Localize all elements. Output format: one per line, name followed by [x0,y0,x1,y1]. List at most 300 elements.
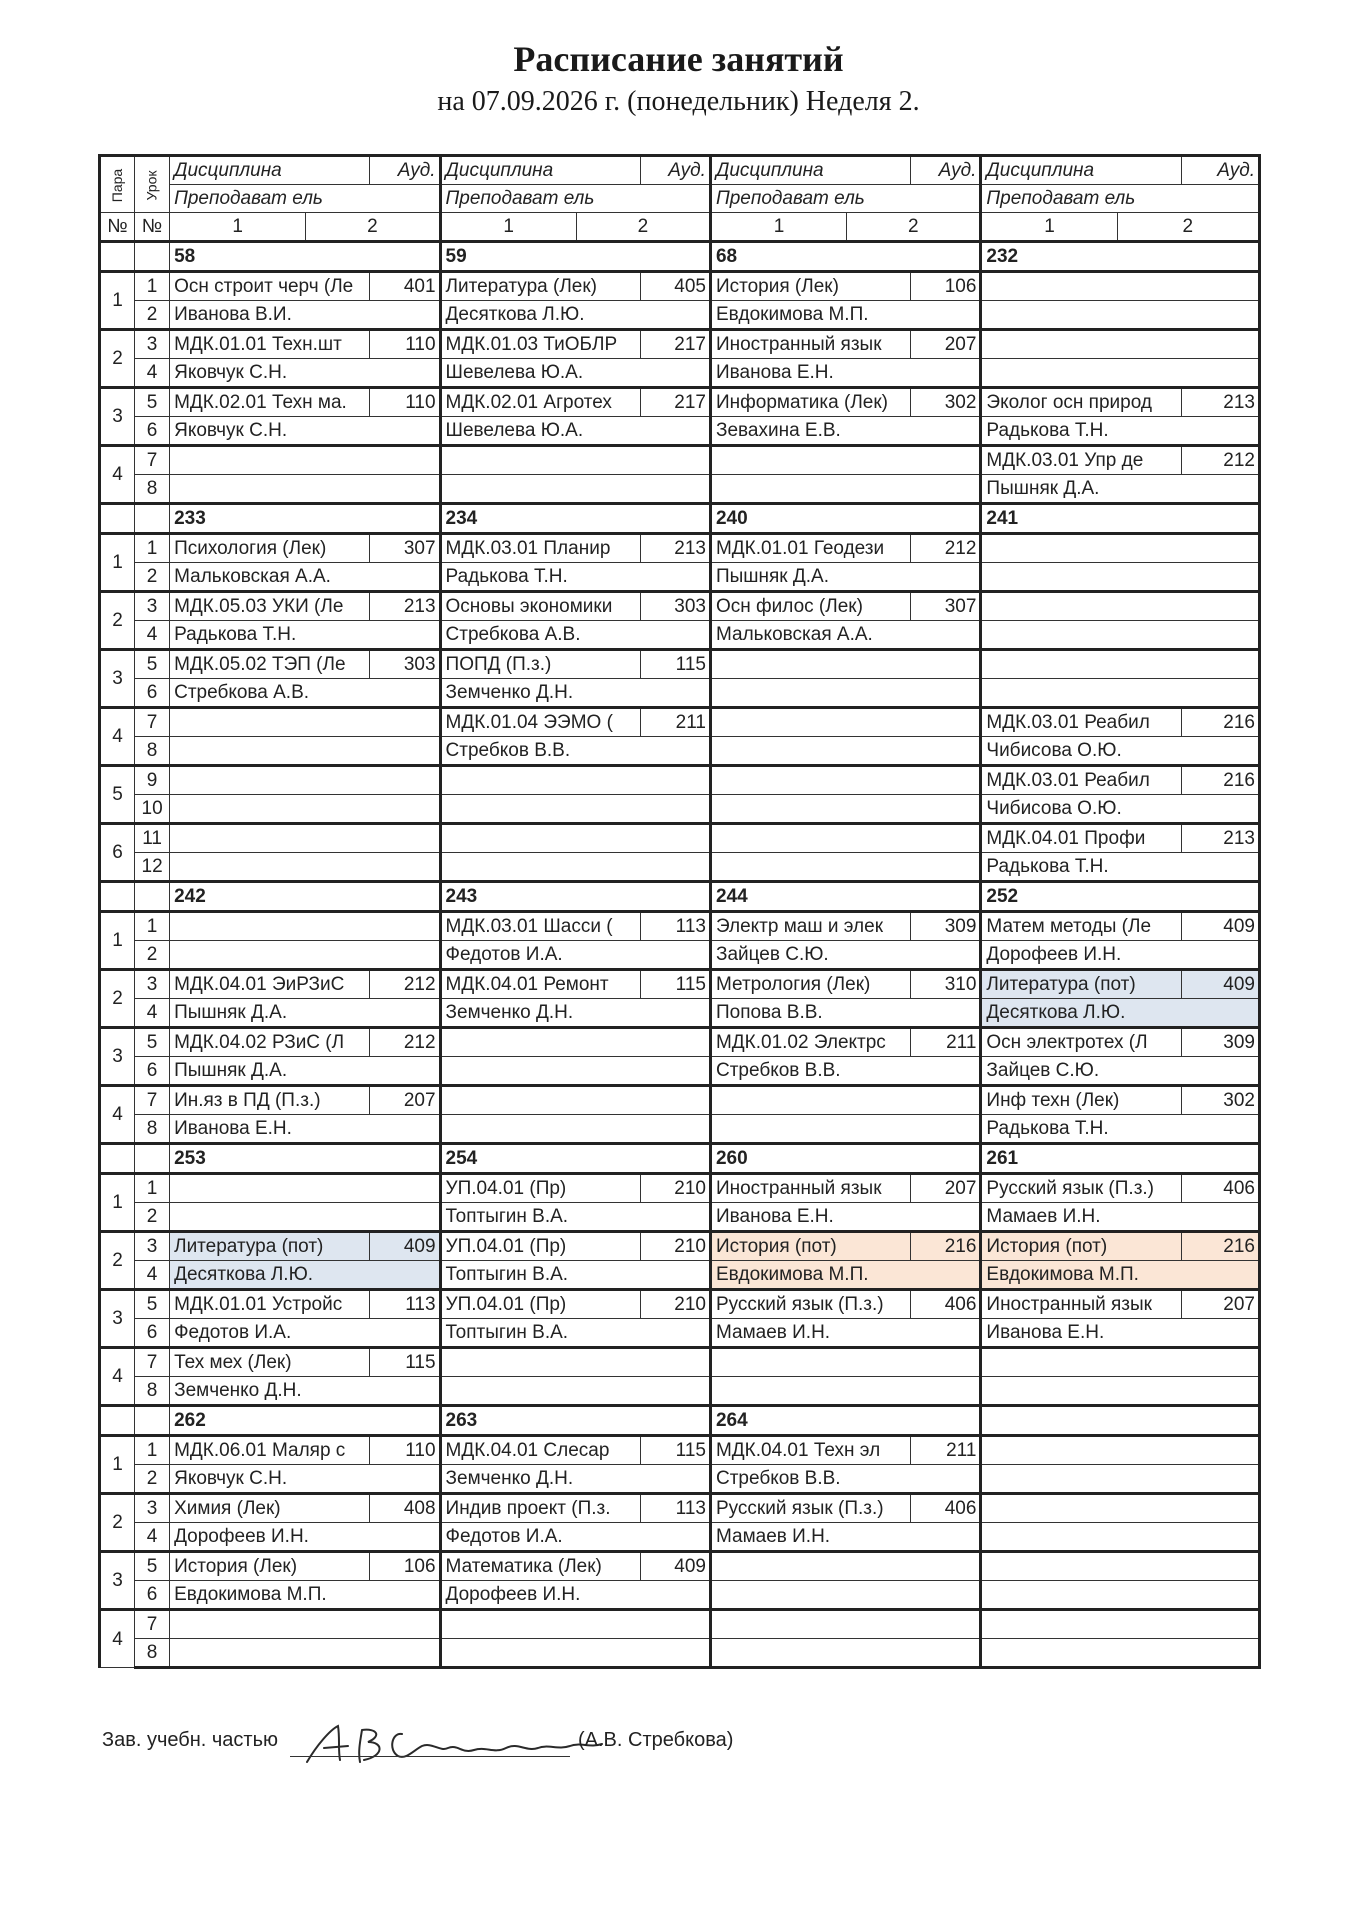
empty-cell [981,621,1260,650]
para-number: 1 [100,1174,135,1232]
room-cell: 216 [911,1232,981,1261]
teacher-cell: Радькова Т.Н. [981,1115,1260,1144]
empty-cell [170,1639,440,1668]
lesson-number: 4 [135,1523,170,1552]
room-cell: 405 [640,272,710,301]
teacher-cell: Иванова Е.Н. [981,1319,1260,1348]
empty-cell [981,1581,1260,1610]
lesson-number: 8 [135,1639,170,1668]
room-cell: 309 [911,912,981,941]
room-cell: 409 [370,1232,440,1261]
discipline-cell: МДК.04.01 Ремонт [440,970,640,999]
group-label [981,1406,1260,1436]
discipline-cell: Информатика (Лек) [710,388,910,417]
empty-cell [710,650,980,679]
discipline-cell: Химия (Лек) [170,1494,370,1523]
header-para-label: Пара [109,168,126,202]
room-cell: 115 [640,1436,710,1465]
room-cell: 210 [640,1290,710,1319]
discipline-cell: МДК.01.02 Электрс [710,1028,910,1057]
header-teacher: Преподават ель [170,185,440,213]
teacher-cell: Шевелева Ю.А. [440,417,710,446]
para-number: 2 [100,1494,135,1552]
discipline-cell: МДК.04.01 Профи [981,824,1181,853]
para-number: 4 [100,1086,135,1144]
discipline-cell: Русский язык (П.з.) [710,1290,910,1319]
empty-cell [981,650,1260,679]
room-cell: 213 [1181,388,1259,417]
empty-cell [170,1174,440,1203]
room-cell: 110 [370,1436,440,1465]
empty-cell [981,330,1260,359]
lesson-number: 3 [135,1232,170,1261]
para-number: 4 [100,446,135,504]
lesson-number: 7 [135,1086,170,1115]
empty-cell [981,1436,1260,1465]
group-label: 263 [440,1406,710,1436]
teacher-cell: Пышняк Д.А. [981,475,1260,504]
empty-cell [981,1610,1260,1639]
discipline-cell: Математика (Лек) [440,1552,640,1581]
lesson-number: 11 [135,824,170,853]
empty-cell [170,941,440,970]
teacher-cell: Иванова Е.Н. [710,1203,980,1232]
empty-cell [440,853,710,882]
lesson-number: 6 [135,417,170,446]
empty-cell [440,475,710,504]
lesson-number: 1 [135,1436,170,1465]
discipline-cell: Инф техн (Лек) [981,1086,1181,1115]
empty-cell [710,1610,980,1639]
group-label: 254 [440,1144,710,1174]
header-discipline: Дисциплина [440,156,640,185]
schedule-table [98,154,1261,1669]
discipline-cell: МДК.03.01 Реабил [981,766,1181,795]
teacher-cell: Яковчук С.Н. [170,359,440,388]
teacher-cell: Иванова Е.Н. [170,1115,440,1144]
room-cell: 210 [640,1232,710,1261]
teacher-cell: Дорофеев И.Н. [981,941,1260,970]
discipline-cell: МДК.03.01 Шасси ( [440,912,640,941]
lesson-number: 5 [135,1290,170,1319]
header-discipline: Дисциплина [170,156,370,185]
empty-cell [981,1348,1260,1377]
teacher-cell: Стребков В.В. [710,1465,980,1494]
room-cell: 307 [911,592,981,621]
teacher-cell: Федотов И.А. [440,1523,710,1552]
teacher-cell: Топтыгин В.А. [440,1203,710,1232]
lesson-number: 8 [135,737,170,766]
group-label: 242 [170,882,440,912]
empty-cell [710,737,980,766]
empty-cell [981,272,1260,301]
empty-cell [710,1348,980,1377]
discipline-cell: МДК.04.02 РЗиС (Л [170,1028,370,1057]
header-sub1: 1 [170,213,306,242]
para-number: 4 [100,708,135,766]
teacher-cell: Чибисова О.Ю. [981,795,1260,824]
empty-cell [710,708,980,737]
empty-cell [170,1203,440,1232]
header-room: Ауд. [1181,156,1259,185]
lesson-number: 2 [135,1465,170,1494]
group-header-blank [135,882,170,912]
group-label: 262 [170,1406,440,1436]
para-number: 1 [100,912,135,970]
header-para [100,156,135,213]
para-number: 3 [100,388,135,446]
empty-cell [710,1115,980,1144]
discipline-cell: ПОПД (П.з.) [440,650,640,679]
room-cell: 113 [370,1290,440,1319]
teacher-cell: Дорофеев И.Н. [440,1581,710,1610]
header-room: Ауд. [640,156,710,185]
teacher-cell: Мамаев И.Н. [710,1523,980,1552]
teacher-cell: Стребкова А.В. [440,621,710,650]
room-cell: 207 [1181,1290,1259,1319]
lesson-number: 4 [135,1261,170,1290]
lesson-number: 2 [135,301,170,330]
discipline-cell: УП.04.01 (Пр) [440,1290,640,1319]
room-cell: 409 [1181,970,1259,999]
teacher-cell: Радькова Т.Н. [170,621,440,650]
group-label: 233 [170,504,440,534]
empty-cell [981,1523,1260,1552]
lesson-number: 9 [135,766,170,795]
header-teacher: Преподават ель [981,185,1260,213]
teacher-cell: Евдокимова М.П. [710,1261,980,1290]
para-number: 4 [100,1610,135,1668]
header-urok-label: Урок [143,170,160,200]
discipline-cell: Эколог осн природ [981,388,1181,417]
room-cell: 211 [911,1436,981,1465]
para-number: 4 [100,1348,135,1406]
discipline-cell: МДК.03.01 Упр де [981,446,1181,475]
teacher-cell: Пышняк Д.А. [170,1057,440,1086]
lesson-number: 4 [135,999,170,1028]
empty-cell [170,853,440,882]
empty-cell [710,824,980,853]
para-number: 2 [100,1232,135,1290]
header-sub1: 1 [710,213,846,242]
discipline-cell: МДК.01.04 ЭЭМО ( [440,708,640,737]
lesson-number: 1 [135,534,170,563]
group-label: 260 [710,1144,980,1174]
discipline-cell: Основы экономики [440,592,640,621]
room-cell: 216 [1181,1232,1259,1261]
empty-cell [710,1639,980,1668]
empty-cell [170,795,440,824]
discipline-cell: МДК.06.01 Маляр с [170,1436,370,1465]
room-cell: 302 [1181,1086,1259,1115]
teacher-cell: Топтыгин В.А. [440,1319,710,1348]
empty-cell [170,766,440,795]
header-urok [135,156,170,213]
discipline-cell: МДК.05.03 УКИ (Ле [170,592,370,621]
room-cell: 212 [370,1028,440,1057]
group-header-blank [135,1144,170,1174]
header-sub1: 1 [440,213,576,242]
group-label: 240 [710,504,980,534]
teacher-cell: Пышняк Д.А. [170,999,440,1028]
lesson-number: 4 [135,621,170,650]
group-header-blank [135,242,170,272]
room-cell: 213 [1181,824,1259,853]
teacher-cell: Попова В.В. [710,999,980,1028]
empty-cell [710,679,980,708]
header-teacher: Преподават ель [440,185,710,213]
lesson-number: 6 [135,1057,170,1086]
header-num: № [135,213,170,242]
empty-cell [440,1348,710,1377]
teacher-cell: Евдокимова М.П. [981,1261,1260,1290]
header-sub1: 1 [981,213,1117,242]
teacher-cell: Стребков В.В. [440,737,710,766]
lesson-number: 7 [135,446,170,475]
room-cell: 110 [370,330,440,359]
group-header-blank [100,1144,135,1174]
room-cell: 113 [640,912,710,941]
group-header-blank [100,1406,135,1436]
empty-cell [710,1552,980,1581]
para-number: 2 [100,592,135,650]
teacher-cell: Земченко Д.Н. [440,999,710,1028]
teacher-cell: Шевелева Ю.А. [440,359,710,388]
room-cell: 213 [640,534,710,563]
discipline-cell: УП.04.01 (Пр) [440,1232,640,1261]
empty-cell [710,853,980,882]
discipline-cell: МДК.03.01 Реабил [981,708,1181,737]
discipline-cell: Электр маш и элек [710,912,910,941]
discipline-cell: Тех мех (Лек) [170,1348,370,1377]
teacher-cell: Мамаев И.Н. [710,1319,980,1348]
empty-cell [440,1028,710,1057]
discipline-cell: Литература (пот) [170,1232,370,1261]
teacher-cell: Мальковская А.А. [710,621,980,650]
room-cell: 406 [1181,1174,1259,1203]
teacher-cell: Дорофеев И.Н. [170,1523,440,1552]
discipline-cell: Осн строит черч (Ле [170,272,370,301]
teacher-cell: Стребкова А.В. [170,679,440,708]
empty-cell [710,766,980,795]
para-number: 5 [100,766,135,824]
signature-name: (А.В. Стребкова) [578,1729,734,1751]
teacher-cell: Топтыгин В.А. [440,1261,710,1290]
para-number: 6 [100,824,135,882]
discipline-cell: История (Лек) [710,272,910,301]
group-label: 232 [981,242,1260,272]
lesson-number: 8 [135,475,170,504]
empty-cell [170,475,440,504]
empty-cell [440,1377,710,1406]
empty-cell [440,1086,710,1115]
group-label: 253 [170,1144,440,1174]
teacher-cell: Евдокимова М.П. [710,301,980,330]
teacher-cell: Десяткова Л.Ю. [440,301,710,330]
discipline-cell: МДК.04.01 Техн эл [710,1436,910,1465]
empty-cell [440,446,710,475]
teacher-cell: Стребков В.В. [710,1057,980,1086]
group-header-blank [135,1406,170,1436]
discipline-cell: Литература (пот) [981,970,1181,999]
discipline-cell: Иностранный язык [710,1174,910,1203]
discipline-cell: Русский язык (П.з.) [710,1494,910,1523]
teacher-cell: Яковчук С.Н. [170,417,440,446]
lesson-number: 6 [135,1319,170,1348]
lesson-number: 3 [135,1494,170,1523]
discipline-cell: Русский язык (П.з.) [981,1174,1181,1203]
room-cell: 207 [911,330,981,359]
empty-cell [981,534,1260,563]
discipline-cell: Осн электротех (Л [981,1028,1181,1057]
room-cell: 401 [370,272,440,301]
empty-cell [981,1494,1260,1523]
page-subtitle: на 07.09.2026 г. (понедельник) Неделя 2. [437,86,920,117]
teacher-cell: Зайцев С.Ю. [710,941,980,970]
lesson-number: 1 [135,1174,170,1203]
para-number: 2 [100,970,135,1028]
empty-cell [981,359,1260,388]
header-sub2: 2 [306,213,440,242]
empty-cell [981,301,1260,330]
discipline-cell: МДК.01.01 Устройс [170,1290,370,1319]
lesson-number: 4 [135,359,170,388]
empty-cell [440,1610,710,1639]
lesson-number: 5 [135,650,170,679]
room-cell: 217 [640,330,710,359]
room-cell: 406 [911,1290,981,1319]
teacher-cell: Земченко Д.Н. [440,679,710,708]
empty-cell [710,1377,980,1406]
empty-cell [170,737,440,766]
lesson-number: 3 [135,970,170,999]
lesson-number: 7 [135,1610,170,1639]
discipline-cell: Психология (Лек) [170,534,370,563]
lesson-number: 3 [135,330,170,359]
empty-cell [981,563,1260,592]
lesson-number: 8 [135,1377,170,1406]
group-header-blank [100,242,135,272]
room-cell: 207 [911,1174,981,1203]
empty-cell [981,1465,1260,1494]
lesson-number: 10 [135,795,170,824]
room-cell: 303 [370,650,440,679]
teacher-cell: Мамаев И.Н. [981,1203,1260,1232]
header-teacher: Преподават ель [710,185,980,213]
lesson-number: 5 [135,1028,170,1057]
empty-cell [440,766,710,795]
empty-cell [981,1639,1260,1668]
para-number: 3 [100,1290,135,1348]
room-cell: 309 [1181,1028,1259,1057]
teacher-cell: Зевахина Е.В. [710,417,980,446]
room-cell: 408 [370,1494,440,1523]
teacher-cell: Зайцев С.Ю. [981,1057,1260,1086]
teacher-cell: Земченко Д.Н. [170,1377,440,1406]
teacher-cell: Радькова Т.Н. [440,563,710,592]
lesson-number: 6 [135,1581,170,1610]
room-cell: 216 [1181,708,1259,737]
discipline-cell: МДК.02.01 Агротех [440,388,640,417]
discipline-cell: Метрология (Лек) [710,970,910,999]
empty-cell [170,708,440,737]
room-cell: 409 [640,1552,710,1581]
teacher-cell: Евдокимова М.П. [170,1581,440,1610]
lesson-number: 12 [135,853,170,882]
discipline-cell: Матем методы (Ле [981,912,1181,941]
lesson-number: 5 [135,1552,170,1581]
room-cell: 207 [370,1086,440,1115]
group-label: 58 [170,242,440,272]
lesson-number: 2 [135,1203,170,1232]
lesson-number: 1 [135,272,170,301]
discipline-cell: МДК.04.01 ЭиРЗиС [170,970,370,999]
room-cell: 310 [911,970,981,999]
empty-cell [170,824,440,853]
empty-cell [170,912,440,941]
lesson-number: 1 [135,912,170,941]
room-cell: 115 [640,970,710,999]
room-cell: 106 [370,1552,440,1581]
teacher-cell: Иванова Е.Н. [710,359,980,388]
discipline-cell: УП.04.01 (Пр) [440,1174,640,1203]
discipline-cell: Литература (Лек) [440,272,640,301]
discipline-cell: МДК.05.02 ТЭП (Ле [170,650,370,679]
group-label: 234 [440,504,710,534]
para-number: 3 [100,1028,135,1086]
empty-cell [981,592,1260,621]
group-header-blank [100,882,135,912]
discipline-cell: МДК.02.01 Техн ма. [170,388,370,417]
teacher-cell: Федотов И.А. [170,1319,440,1348]
room-cell: 213 [370,592,440,621]
teacher-cell: Радькова Т.Н. [981,417,1260,446]
empty-cell [710,1581,980,1610]
group-label: 252 [981,882,1260,912]
room-cell: 113 [640,1494,710,1523]
teacher-cell: Радькова Т.Н. [981,853,1260,882]
para-number: 1 [100,1436,135,1494]
room-cell: 106 [911,272,981,301]
discipline-cell: Иностранный язык [981,1290,1181,1319]
discipline-cell: История (пот) [710,1232,910,1261]
empty-cell [981,679,1260,708]
empty-cell [440,824,710,853]
header-room: Ауд. [370,156,440,185]
room-cell: 302 [911,388,981,417]
teacher-cell: Пышняк Д.А. [710,563,980,592]
group-header-blank [100,504,135,534]
lesson-number: 2 [135,941,170,970]
lesson-number: 5 [135,388,170,417]
teacher-cell: Десяткова Л.Ю. [981,999,1260,1028]
signature-line [290,1756,570,1757]
room-cell: 217 [640,388,710,417]
room-cell: 212 [370,970,440,999]
room-cell: 211 [640,708,710,737]
group-label: 59 [440,242,710,272]
teacher-cell: Десяткова Л.Ю. [170,1261,440,1290]
room-cell: 216 [1181,766,1259,795]
discipline-cell: МДК.01.01 Геодези [710,534,910,563]
room-cell: 115 [640,650,710,679]
page-title: Расписание занятий [513,39,844,79]
para-number: 1 [100,272,135,330]
para-number: 3 [100,650,135,708]
room-cell: 409 [1181,912,1259,941]
header-discipline: Дисциплина [710,156,910,185]
empty-cell [440,1057,710,1086]
